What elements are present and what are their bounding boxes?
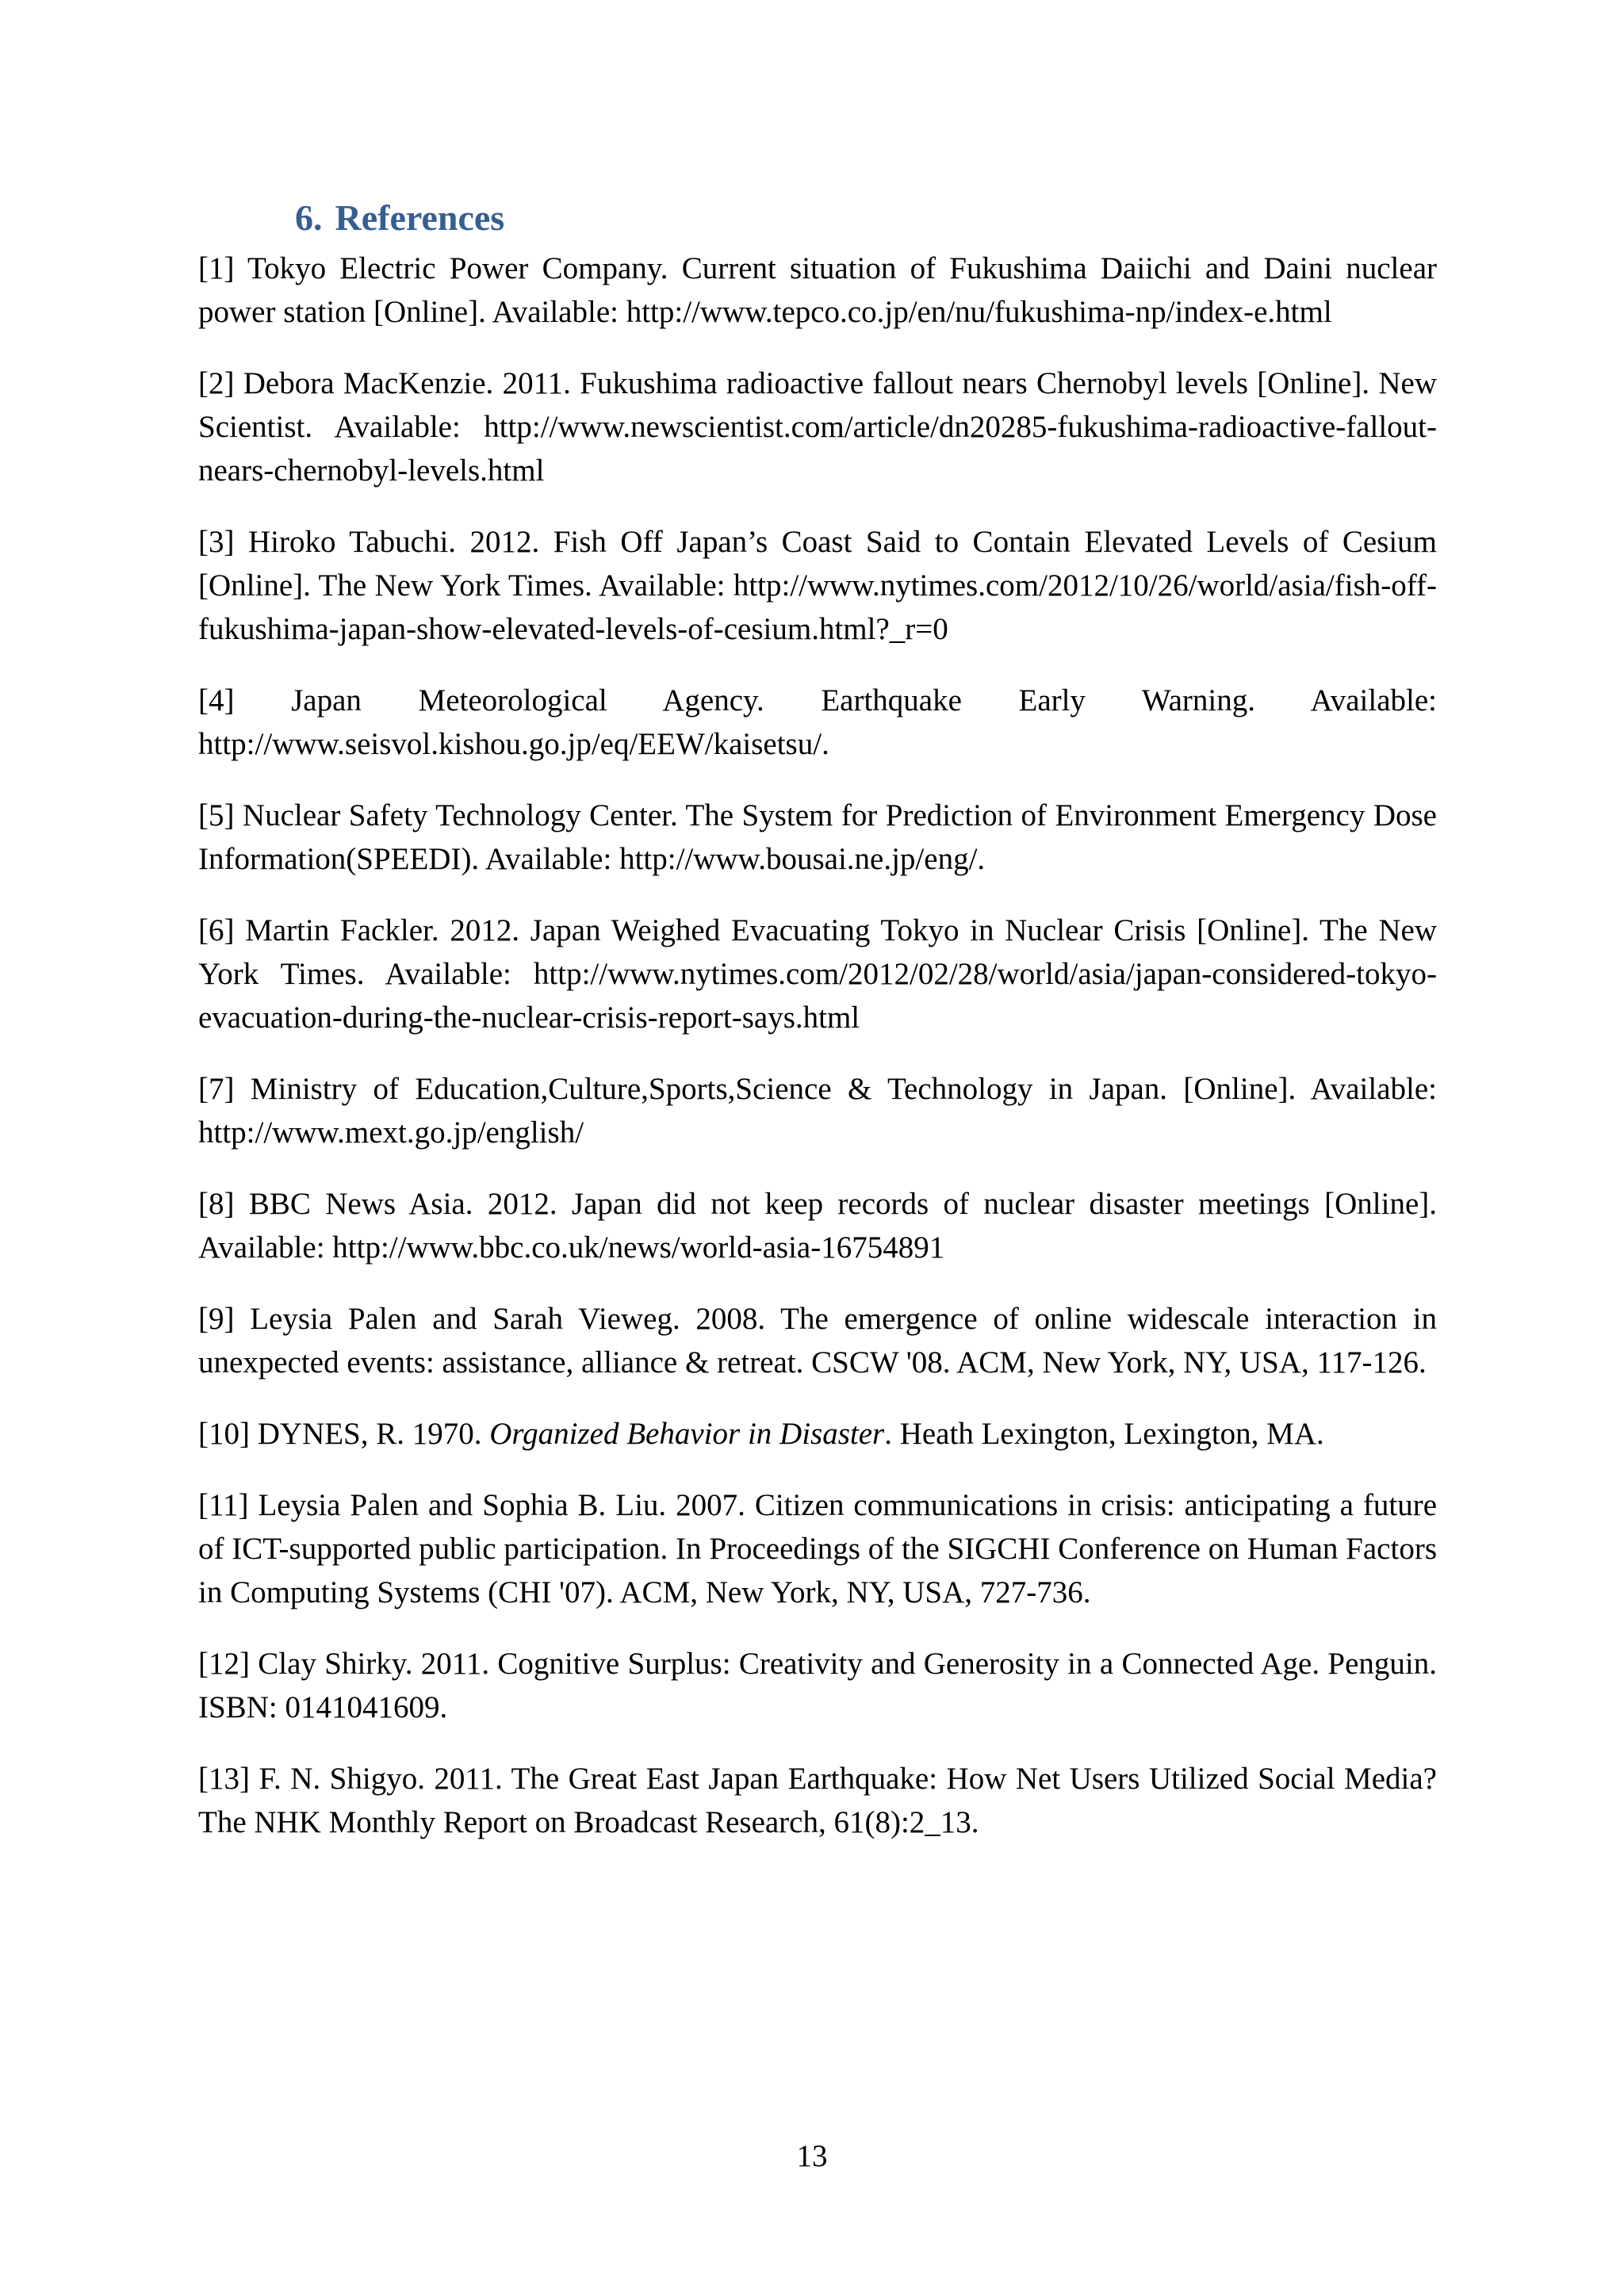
reference-tag: [10] <box>198 1417 250 1451</box>
reference-text: Hiroko Tabuchi. 2012. Fish Off Japan’s Coast Said to Contain Elevated Levels of Cesium [Online]. The New York Times. Available: http://www.nytimes.com/2012/10/26/world/asia/fish-off-fukushima-japan-show-elevated-levels-of-cesium.html?_r=0 <box>198 525 1437 646</box>
reference-text: Ministry of Education,Culture,Sports,Science & Technology in Japan. [Online]. Available: http://www.mext.go.jp/english/ <box>198 1072 1437 1150</box>
reference-item-2 <box>198 362 1437 492</box>
reference-item-3 <box>198 520 1437 651</box>
reference-text: Japan Meteorological Agency. Earthquake Early Warning. Available: http://www.seisvol.kishou.go.jp/eq/EEW/kaisetsu/. <box>198 683 1437 761</box>
reference-tag: [13] <box>198 1762 250 1796</box>
reference-text: Leysia Palen and Sophia B. Liu. 2007. Citizen communications in crisis: anticipating a future of ICT-supported public participation. In Proceedings of the SIGCHI Conference on Human Factors in Computing Systems (CHI '07). ACM, New York, NY, USA, 727-736. <box>198 1488 1437 1609</box>
reference-tag: [3] <box>198 525 235 559</box>
reference-item-12 <box>198 1642 1437 1729</box>
reference-tag: [9] <box>198 1302 235 1336</box>
reference-tag: [1] <box>198 251 235 285</box>
section-number: 6. <box>295 197 323 238</box>
section-heading <box>295 194 504 242</box>
reference-item-10 <box>198 1412 1437 1456</box>
reference-tag: [5] <box>198 798 235 832</box>
reference-item-11 <box>198 1483 1437 1614</box>
reference-item-8 <box>198 1182 1437 1269</box>
reference-tag: [7] <box>198 1072 235 1106</box>
reference-text: Leysia Palen and Sarah Vieweg. 2008. The emergence of online widescale interaction in unexpected events: assistance, alliance & retreat. CSCW '08. ACM, New York, NY, USA, 117-126. <box>198 1302 1437 1380</box>
reference-tag: [8] <box>198 1187 235 1221</box>
reference-item-6 <box>198 909 1437 1039</box>
reference-text: Tokyo Electric Power Company. Current situation of Fukushima Daiichi and Daini nuclear power station [Online]. Available: http://www.tepco.co.jp/en/nu/fukushima-np/index-e.html <box>198 251 1437 329</box>
reference-text: BBC News Asia. 2012. Japan did not keep records of nuclear disaster meetings [Online]. Available: http://www.bbc.co.uk/news/world-asia-16754891 <box>198 1187 1437 1265</box>
reference-list <box>198 247 1437 1872</box>
reference-tag: [11] <box>198 1488 249 1522</box>
section-title: References <box>335 197 505 238</box>
reference-tag: [6] <box>198 913 235 947</box>
reference-text: Debora MacKenzie. 2011. Fukushima radioactive fallout nears Chernobyl levels [Online]. New Scientist. Available: http://www.newscientist.com/article/dn20285-fukushima-radioactive-fallout-nears-chernobyl-levels.html <box>198 366 1437 488</box>
page-number: 13 <box>796 2139 828 2173</box>
reference-item-1 <box>198 247 1437 334</box>
reference-item-5 <box>198 794 1437 881</box>
reference-item-4 <box>198 679 1437 766</box>
reference-tag: [4] <box>198 683 235 718</box>
reference-text: F. N. Shigyo. 2011. The Great East Japan Earthquake: How Net Users Utilized Social Media? The NHK Monthly Report on Broadcast Research, 61(8):2_13. <box>198 1762 1437 1839</box>
reference-text: Martin Fackler. 2012. Japan Weighed Evacuating Tokyo in Nuclear Crisis [Online]. The New York Times. Available: http://www.nytimes.com/2012/02/28/world/asia/japan-considered-tokyo-evacuation-during-the-nuclear-crisis-report-says.html <box>198 913 1437 1035</box>
reference-book-title: Organized Behavior in Disaster <box>489 1417 885 1451</box>
reference-text: Clay Shirky. 2011. Cognitive Surplus: Creativity and Generosity in a Connected Age. Penguin. ISBN: 0141041609. <box>198 1647 1437 1724</box>
reference-text: Nuclear Safety Technology Center. The System for Prediction of Environment Emergency Dose Information(SPEEDI). Available: http://www.bousai.ne.jp/eng/. <box>198 798 1437 876</box>
reference-text-before: DYNES, R. 1970. <box>249 1417 490 1451</box>
reference-tag: [12] <box>198 1647 250 1681</box>
reference-tag: [2] <box>198 366 235 400</box>
reference-text-after: . Heath Lexington, Lexington, MA. <box>884 1417 1324 1451</box>
reference-item-9 <box>198 1297 1437 1384</box>
reference-item-13 <box>198 1757 1437 1844</box>
reference-item-7 <box>198 1067 1437 1154</box>
